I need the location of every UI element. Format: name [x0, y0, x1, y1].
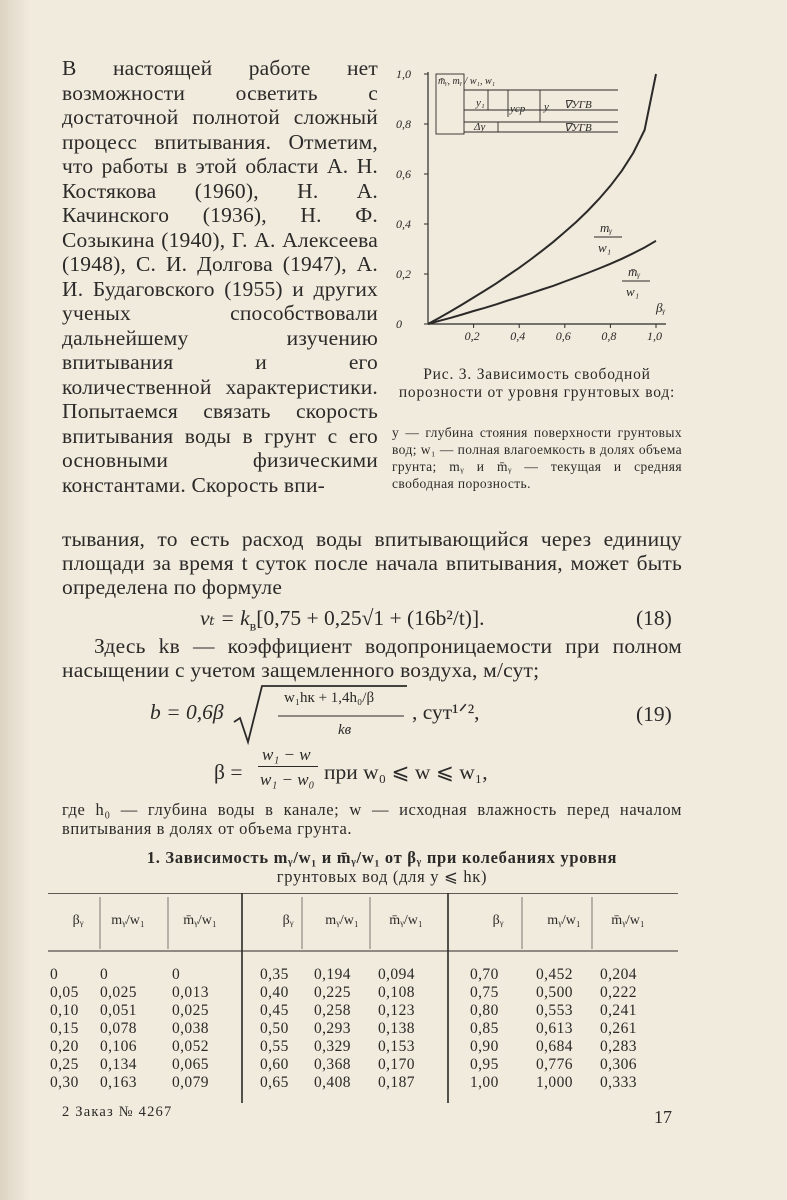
table-cell: 0: [100, 966, 109, 983]
table-cell: 0,10: [50, 1002, 79, 1019]
formula-beta-fraction-bar: [258, 766, 318, 767]
table-cell: 0,25: [50, 1056, 79, 1073]
table-cell: 0,258: [314, 1002, 351, 1019]
table-cell: 0,20: [50, 1038, 79, 1055]
formula-beta-condition: при w₀ ⩽ w ⩽ w₁,: [324, 760, 488, 784]
table-cell: 0,50: [260, 1020, 289, 1037]
paragraph-kv: Здесь kв — коэффициент водопроницаемости при полном насыщении с учетом защемленного воздуха, м/сут;: [62, 634, 682, 682]
formula-beta-denominator: w₁ − w₀: [260, 770, 315, 789]
table-cell: 0,500: [536, 984, 573, 1001]
table-cell: 0,684: [536, 1038, 573, 1055]
intro-continuation: тывания, то есть расход воды впитывающийся через единицу площади за время t суток после начала впитывания, может быть определена по формуле: [62, 527, 682, 599]
table-header-cell: m̄ᵧ/w₁: [611, 913, 645, 928]
figure-chart: [388, 62, 688, 362]
table-cell: 0,051: [100, 1002, 137, 1019]
page-edge-shadow: [0, 0, 30, 1200]
formula-19-lhs-text: b = 0,6β: [150, 700, 224, 724]
table-cell: 0,60: [260, 1056, 289, 1073]
table-cell: 0,333: [600, 1074, 637, 1091]
table-cell: 0,065: [172, 1056, 209, 1073]
table-cell: 1,000: [536, 1074, 573, 1091]
formula-18-body: [0,75 + 0,25√1 + (16b²/t)].: [256, 606, 485, 630]
formula-18: [200, 606, 485, 635]
note-paragraph: где h₀ — глубина воды в канале; w — исходная влажность перед началом впитывания в долях от объема грунта.: [62, 800, 682, 838]
table-cell: 0,225: [314, 984, 351, 1001]
table-cell: 0,038: [172, 1020, 209, 1037]
table-cell: 0,80: [470, 1002, 499, 1019]
table-cell: 0,078: [100, 1020, 137, 1037]
table-cell: 0,408: [314, 1074, 351, 1091]
table-header-cell: mᵧ/w₁: [111, 913, 145, 928]
table-cell: 0,187: [378, 1074, 415, 1091]
curve1-label-num: mᵧ: [600, 220, 613, 235]
table-cell: 0,241: [600, 1002, 637, 1019]
y-tick-label: 0,2: [396, 267, 411, 281]
series-line-my-mean: [428, 241, 656, 324]
table-cell: 0,553: [536, 1002, 573, 1019]
curve2-label-num: m̄ᵧ: [628, 264, 641, 279]
table-cell: 0,108: [378, 984, 415, 1001]
table-cell: 0,90: [470, 1038, 499, 1055]
formula-19-denominator: kв: [338, 722, 352, 738]
table-header-cell: βᵧ: [282, 913, 294, 928]
table-cell: 0,35: [260, 966, 289, 983]
table-cell: 0,138: [378, 1020, 415, 1037]
y-tick-label: 1,0: [396, 67, 411, 81]
y-tick-label: 0: [396, 317, 402, 331]
x-tick-label: 0,2: [464, 329, 480, 343]
curve1-label-den: w₁: [598, 240, 612, 255]
x-tick-label: 0,4: [510, 329, 526, 343]
table-cell: 0,452: [536, 966, 573, 983]
formula-beta-numerator: w₁ − w: [262, 745, 311, 764]
table-cell: 0,094: [378, 966, 415, 983]
inset-label-ugv2: ∇УГВ: [564, 122, 592, 134]
equation-number-19: (19): [636, 702, 672, 726]
y-tick-label: 0,6: [396, 167, 411, 181]
x-tick-label: 1,0: [647, 329, 662, 343]
table-cell: 0,40: [260, 984, 289, 1001]
axis-x-label: βᵧ: [656, 300, 666, 315]
formula-19-unit: , сут¹ᐟ²,: [412, 700, 480, 724]
table-cell: 0,95: [470, 1056, 499, 1073]
formula-19-lhs: [150, 700, 224, 725]
page-number: 17: [654, 1107, 672, 1127]
table-cell: 0: [172, 966, 181, 983]
table-cell: 0,170: [378, 1056, 415, 1073]
table-cell: 0,05: [50, 984, 79, 1001]
table-cell: 0,079: [172, 1074, 209, 1091]
table-cell: 0,163: [100, 1074, 137, 1091]
axis-y-label: m̄ᵧ, mᵧ / w₁, w₁: [438, 76, 496, 87]
table-cell: 0: [50, 966, 59, 983]
table-cell: 0,368: [314, 1056, 351, 1073]
formula-19-numerator: w₁hк + 1,4h₀/β: [284, 690, 375, 706]
table-cell: 0,283: [600, 1038, 637, 1055]
table-cell: 0,123: [378, 1002, 415, 1019]
table-cell: 0,293: [314, 1020, 351, 1037]
table-header-cell: m̄ᵧ/w₁: [389, 913, 423, 928]
table-cell: 0,85: [470, 1020, 499, 1037]
formula-beta-lhs: β =: [214, 760, 243, 784]
table-cell: 0,204: [600, 966, 637, 983]
inset-label-dy: Δy: [474, 121, 486, 133]
table-header-cell: mᵧ/w₁: [547, 913, 581, 928]
curve2-label-den: w₁: [626, 284, 640, 299]
table-cell: 0,75: [470, 984, 499, 1001]
table-cell: 0,329: [314, 1038, 351, 1055]
table-cell: 0,613: [536, 1020, 573, 1037]
formula-18-sub: в: [249, 619, 257, 635]
series-line-my: [428, 74, 656, 324]
inset-label-ycp: yср: [510, 103, 526, 115]
table-cell: 0,222: [600, 984, 637, 1001]
table-cell: 0,106: [100, 1038, 137, 1055]
inset-label-ugv1: ∇УГВ: [564, 99, 592, 111]
table-cell: 0,261: [600, 1020, 637, 1037]
table-cell: 0,153: [378, 1038, 415, 1055]
table-cell: 0,052: [172, 1038, 209, 1055]
x-tick-label: 0,6: [555, 329, 571, 343]
table-cell: 0,65: [260, 1074, 289, 1091]
table-cell: 0,70: [470, 966, 499, 983]
table-cell: 0,134: [100, 1056, 137, 1073]
table-header-cell: βᵧ: [72, 913, 84, 928]
y-tick-label: 0,8: [396, 117, 411, 131]
table-title-line1: 1. Зависимость mᵧ/w₁ и m̄ᵧ/w₁ от βᵧ при колебаниях уровня: [146, 848, 618, 867]
table-cell: 0,776: [536, 1056, 573, 1073]
x-tick-label: 0,8: [601, 329, 617, 343]
inset-label-y1: y₁: [476, 97, 485, 109]
figure-legend: y — глубина стояния поверхности грунтовых вод; w₁ — полная влагоемкость в долях объема грунта; mᵧ и m̄ᵧ — текущая и средняя свободная порозность.: [392, 425, 682, 491]
table-header-cell: m̄ᵧ/w₁: [183, 913, 217, 928]
table-cell: 0,194: [314, 966, 351, 983]
table-title-line2: грунтовых вод (для y ⩽ hк): [276, 867, 488, 886]
table-cell: 0,025: [172, 1002, 209, 1019]
y-tick-label: 0,4: [396, 217, 411, 231]
table-cell: 0,013: [172, 984, 209, 1001]
order-info: 2 Заказ № 4267: [62, 1104, 173, 1120]
table-cell: 1,00: [470, 1074, 499, 1091]
table-title: [62, 848, 702, 886]
table-header-cell: mᵧ/w₁: [325, 913, 359, 928]
table-cell: 0,45: [260, 1002, 289, 1019]
formula-18-lhs: vₜ = k: [200, 606, 250, 630]
table-cell: 0,30: [50, 1074, 79, 1091]
table-cell: 0,306: [600, 1056, 637, 1073]
table-header-cell: βᵧ: [492, 913, 504, 928]
equation-number-18: (18): [636, 606, 672, 630]
table-cell: 0,025: [100, 984, 137, 1001]
figure-caption: Рис. 3. Зависимость свободной порозности от уровня грунтовых вод:: [398, 366, 676, 401]
intro-paragraph: В настоящей работе нет возможности осветить с достаточной полнотой сложный процесс впитывания. Отметим, что работы в этой области А. Н. Костякова (1960), Н. А. Качинского (1936), Н. Ф. Созыкина (1940), Г. А. Алексеева (1948), С. И. Долгова (1947), А. И. Будаговского (1955) и других ученых способствовали дальнейшему изучению впитывания и его количественной характеристики. Попытаемся связать скорость впитывания воды в грунт с его основными физическими константами. Скорость впи-: [62, 56, 378, 497]
inset-label-y: y: [544, 101, 549, 113]
table-cell: 0,15: [50, 1020, 79, 1037]
table-cell: 0,55: [260, 1038, 289, 1055]
